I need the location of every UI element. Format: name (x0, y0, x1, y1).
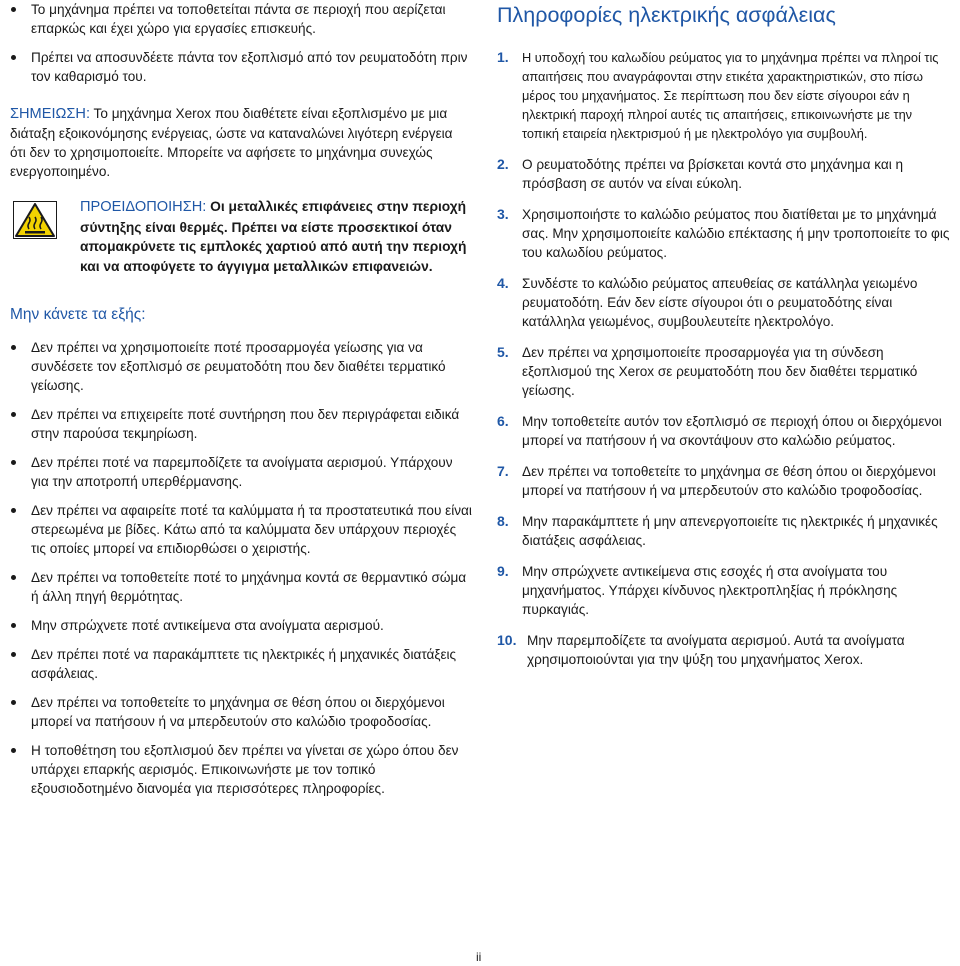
item-text: Συνδέστε το καλώδιο ρεύματος απευθείας σε κατάλληλα γειωμένο ρευματοδότη. Εάν δεν είστε σίγουροι ότι ο ρευματοδότης είναι κατάλληλα γειωμένος, συμβουλευτείτε ηλεκτρολόγο. (522, 276, 918, 329)
item-text: Δεν πρέπει να τοποθετείτε το μηχάνημα σε θέση όπου οι διερχόμενοι μπορεί να πατήσουν ή να μπερδευτούν στο καλώδιο τροφοδοσίας. (522, 464, 936, 498)
item-number: 6. (497, 413, 509, 429)
list-item: Δεν πρέπει να χρησιμοποιείτε ποτέ προσαρμογέα γείωσης για να συνδέσετε τον εξοπλισμό σε ρευματοδότη που δεν διαθέτει τερματικό γείωσης. (10, 338, 472, 395)
hot-surface-warning-icon (13, 201, 57, 239)
item-number: 4. (497, 275, 509, 291)
page-number: ii (476, 950, 482, 964)
list-item: Πρέπει να αποσυνδέετε πάντα τον εξοπλισμό από τον ρευματοδότη πριν τον καθαρισμό του. (10, 48, 472, 86)
list-item (497, 631, 952, 669)
item-number: 9. (497, 563, 509, 579)
item-text: Μην τοποθετείτε αυτόν τον εξοπλισμό σε περιοχή όπου οι διερχόμενοι μπορεί να πατήσουν ή να σκοντάψουν στο καλώδιο ρεύματος. (522, 414, 942, 448)
left-column (10, 0, 472, 808)
item-text: Μην παρακάμπτετε ή μην απενεργοποιείτε τις ηλεκτρικές ή μηχανικές διατάξεις ασφάλειας. (522, 514, 938, 548)
list-item (497, 412, 952, 450)
dont-heading: Μην κάνετε τα εξής: (10, 306, 146, 323)
item-number: 5. (497, 344, 509, 360)
section-title: Πληροφορίες ηλεκτρικής ασφάλειας (497, 3, 836, 27)
warning-body: Οι μεταλλικές επιφάνειες στην περιοχή σύντηξης είναι θερμές. Πρέπει να είστε προσεκτικοί όταν απομακρύνετε τις εμπλοκές χαρτιού από αυτή την περιοχή και να αποφύγετε το άγγιγμα μεταλλικών επιφανειών. (80, 199, 467, 274)
item-number: 1. (497, 49, 509, 65)
warning-block (10, 197, 472, 297)
list-item: Δεν πρέπει να αφαιρείτε ποτέ τα καλύμματα ή τα προστατευτικά που είναι στερεωμένα με βίδες. Κάτω από τα καλύμματα δεν υπάρχουν περιοχές τις οποίες μπορεί να επιδιορθώσει ο χειριστής. (10, 501, 472, 558)
list-item (497, 562, 952, 619)
item-text: Ο ρευματοδότης πρέπει να βρίσκεται κοντά στο μηχάνημα και η πρόσβαση σε αυτόν να είναι εύκολη. (522, 157, 904, 191)
list-item: Δεν πρέπει να επιχειρείτε ποτέ συντήρηση που δεν περιγράφεται ειδικά στην παρούσα τεκμηρίωση. (10, 405, 472, 443)
list-item: Η τοποθέτηση του εξοπλισμού δεν πρέπει να γίνεται σε χώρο όπου δεν υπάρχει επαρκής αερισμός. Επικοινωνήστε με τον τοπικό εξουσιοδοτημένο διανομέα για περισσότερες πληροφορίες. (10, 741, 472, 798)
item-text: Χρησιμοποιήστε το καλώδιο ρεύματος που διατίθεται με το μηχάνημά σας. Μην χρησιμοποιείτε καλώδιο επέκτασης ή μην τροποποιείτε το φις του καλωδίου ρεύματος. (522, 207, 950, 260)
note-text: Το μηχάνημα Xerox που διαθέτετε είναι εξοπλισμένο με μια διάταξη εξοικονόμησης ενέργειας, ώστε να καταναλώνει λιγότερη ενέργεια ότι δεν το χρησιμοποιείτε. Μπορείτε να αφήσετε το μηχάνημα συνεχώς ενεργοποιημένο. (10, 106, 453, 179)
dont-bullet-list (10, 338, 472, 798)
list-item: Το μηχάνημα πρέπει να τοποθετείται πάντα σε περιοχή που αερίζεται επαρκώς και έχει χώρο για εργασίες επισκευής. (10, 0, 472, 38)
list-item (497, 205, 952, 262)
list-item (497, 48, 952, 143)
list-item (497, 155, 952, 193)
item-number: 10. (497, 632, 517, 648)
list-item: Δεν πρέπει να τοποθετείτε ποτέ το μηχάνημα κοντά σε θερμαντικό σώμα ή άλλη πηγή θερμότητας. (10, 568, 472, 606)
electrical-safety-list (497, 48, 952, 669)
item-text: Μην σπρώχνετε αντικείμενα στις εσοχές ή στα ανοίγματα του μηχανήματος. Υπάρχει κίνδυνος ηλεκτροπληξίας ή πρόκλησης πυρκαγιάς. (522, 564, 898, 617)
item-number: 7. (497, 463, 509, 479)
list-item: Δεν πρέπει να τοποθετείτε το μηχάνημα σε θέση όπου οι διερχόμενοι μπορεί να πατήσουν ή να μπερδευτούν στο καλώδιο τροφοδοσίας. (10, 693, 472, 731)
item-number: 3. (497, 206, 509, 222)
item-text: Δεν πρέπει να χρησιμοποιείτε προσαρμογέα για τη σύνδεση εξοπλισμού της Xerox σε ρευματοδότη που δεν διαθέτει τερματικό γείωσης. (522, 345, 918, 398)
list-item: Δεν πρέπει ποτέ να παρακάμπτετε τις ηλεκτρικές ή μηχανικές διατάξεις ασφάλειας. (10, 645, 472, 683)
list-item (497, 462, 952, 500)
item-number: 2. (497, 156, 509, 172)
note-label: ΣΗΜΕΙΩΣΗ: (10, 106, 91, 122)
list-item (497, 274, 952, 331)
note-paragraph (10, 104, 472, 181)
item-text: Μην παρεμποδίζετε τα ανοίγματα αερισμού. Αυτά τα ανοίγματα χρησιμοποιούνται για την ψύξη του μηχανήματος Xerox. (527, 633, 905, 667)
list-item (497, 512, 952, 550)
warning-text (80, 197, 472, 276)
right-column (497, 0, 952, 681)
item-number: 8. (497, 513, 509, 529)
list-item: Μην σπρώχνετε ποτέ αντικείμενα στα ανοίγματα αερισμού. (10, 616, 472, 635)
list-item: Δεν πρέπει ποτέ να παρεμποδίζετε τα ανοίγματα αερισμού. Υπάρχουν για την αποτροπή υπερθέρμανσης. (10, 453, 472, 491)
warning-label: ΠΡΟΕΙΔΟΠΟΙΗΣΗ: (80, 199, 207, 215)
item-text: Η υποδοχή του καλωδίου ρεύματος για το μηχάνημα πρέπει να πληροί τις απαιτήσεις που αναγράφονται στην ετικέτα χαρακτηριστικών, στο πίσω μέρος του μηχανήματος. Σε περίπτωση που δεν είστε σίγουροι εάν η ηλεκτρική παροχή πληροί αυτές τις απαιτήσεις, επικοινωνήστε με την τοπική εταιρεία ηλεκτρισμού ή με ηλεκτρολόγο για συμβουλή. (522, 50, 939, 141)
list-item (497, 343, 952, 400)
top-bullet-list (10, 0, 472, 86)
